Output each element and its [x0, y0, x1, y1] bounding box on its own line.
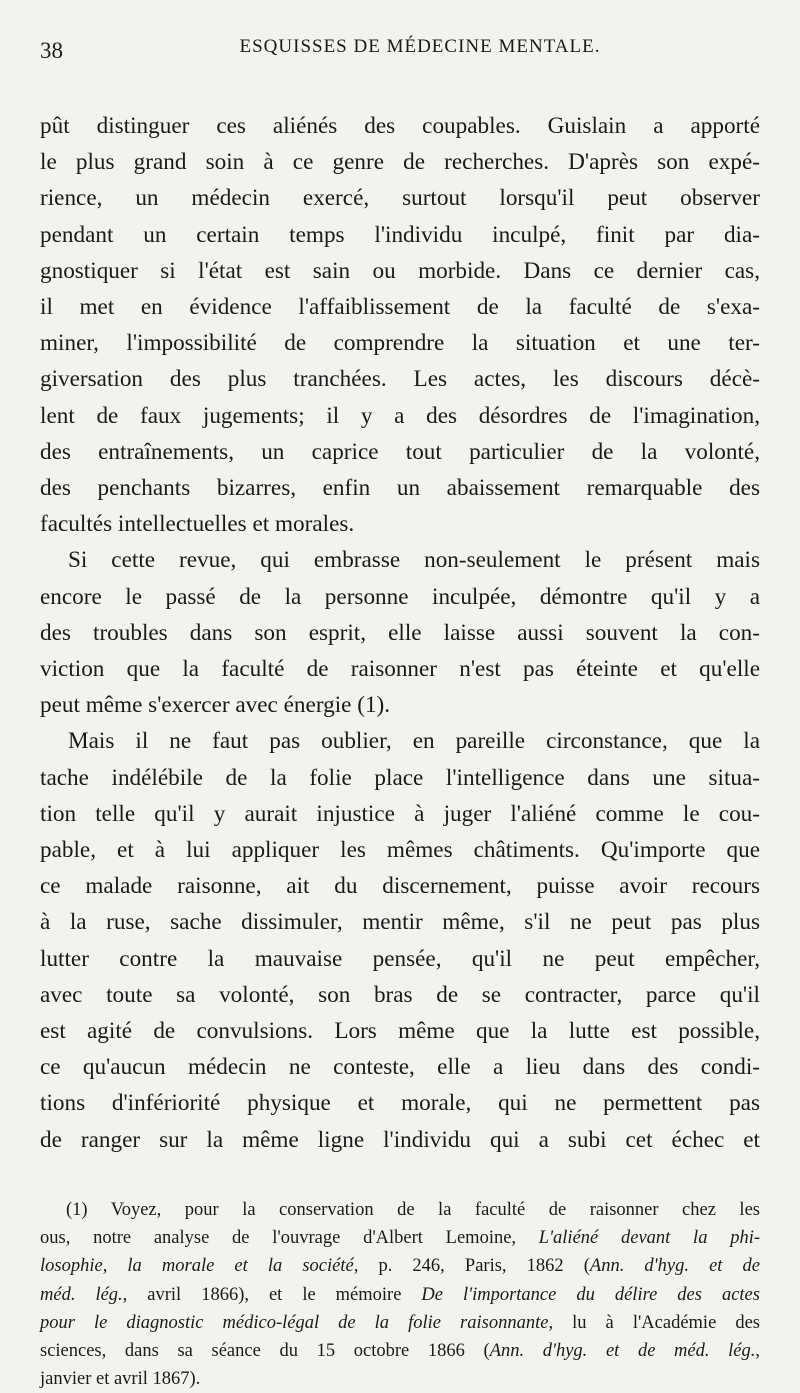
- text-line: à la ruse, sache dissimuler, mentir même, s'il ne peut pas plus: [40, 909, 760, 936]
- text-line: le plus grand soin à ce genre de recherches. D'après son expé-: [40, 149, 760, 176]
- text-line: encore le passé de la personne inculpée, démontre qu'il y a: [40, 583, 760, 610]
- paragraph-1: [40, 108, 760, 542]
- footnote: [40, 1196, 760, 1393]
- text-line: des penchants bizarres, enfin un abaissement remarquable des: [40, 475, 760, 502]
- footnote-line: méd. lég., avril 1866), et le mémoire De l'importance du délire des actes: [40, 1284, 760, 1305]
- paragraph-2: [40, 542, 760, 723]
- text-line: est agité de convulsions. Lors même que la lutte est possible,: [40, 1018, 760, 1045]
- text-line: lutter contre la mauvaise pensée, qu'il ne peut empêcher,: [40, 945, 760, 972]
- text-line: Si cette revue, qui embrasse non-seulement le présent mais: [68, 547, 760, 574]
- text-line: miner, l'impossibilité de comprendre la situation et une ter-: [40, 330, 760, 357]
- text-line: viction que la faculté de raisonner n'est pas éteinte et qu'elle: [40, 656, 760, 683]
- text-line: facultés intellectuelles et morales.: [40, 511, 355, 538]
- text-line: avec toute sa volonté, son bras de se contracter, parce qu'il: [40, 981, 760, 1008]
- text-line: ce malade raisonne, ait du discernement, puisse avoir recours: [40, 873, 760, 900]
- text-line: pendant un certain temps l'individu inculpé, finit par dia-: [40, 221, 760, 248]
- footnote-line: losophie, la morale et la société, p. 246, Paris, 1862 (Ann. d'hyg. et de: [40, 1256, 760, 1277]
- text-line: des troubles dans son esprit, elle laisse aussi souvent la con-: [40, 619, 760, 646]
- footnote-line: (1) Voyez, pour la conservation de la faculté de raisonner chez les: [66, 1199, 760, 1220]
- text-line: il met en évidence l'affaiblissement de la faculté de s'exa-: [40, 294, 760, 321]
- text-line: pable, et à lui appliquer les mêmes châtiments. Qu'importe que: [40, 837, 760, 864]
- running-head: ESQUISSES DE MÉDECINE MENTALE.: [239, 36, 601, 57]
- page-header: [40, 32, 760, 68]
- footnote-line: pour le diagnostic médico-légal de la folie raisonnante, lu à l'Académie des: [40, 1312, 760, 1333]
- paragraph-3: [40, 723, 760, 1157]
- text-line: tache indélébile de la folie place l'intelligence dans une situa-: [40, 764, 760, 791]
- text-line: de ranger sur la même ligne l'individu qui a subi cet échec et: [40, 1126, 760, 1153]
- text-line: giversation des plus tranchées. Les actes, les discours décè-: [40, 366, 760, 393]
- text-line: tion telle qu'il y aurait injustice à juger l'aliéné comme le cou-: [40, 800, 760, 827]
- footnote-line: janvier et avril 1867).: [40, 1369, 201, 1390]
- text-line: lent de faux jugements; il y a des désordres de l'imagination,: [40, 402, 760, 429]
- footnote-line: sciences, dans sa séance du 15 octobre 1866 (Ann. d'hyg. et de méd. lég.,: [40, 1340, 760, 1361]
- page-number: 38: [40, 38, 63, 63]
- text-line: peut même s'exercer avec énergie (1).: [40, 692, 391, 719]
- text-line: gnostiquer si l'état est sain ou morbide. Dans ce dernier cas,: [40, 257, 760, 284]
- text-line: rience, un médecin exercé, surtout lorsqu'il peut observer: [40, 185, 760, 212]
- footnote-line: ous, notre analyse de l'ouvrage d'Albert Lemoine, L'aliéné devant la phi-: [40, 1228, 760, 1249]
- text-line: ce qu'aucun médecin ne conteste, elle a lieu dans des condi-: [40, 1054, 760, 1081]
- text-line: Mais il ne faut pas oublier, en pareille circonstance, que la: [68, 728, 760, 755]
- text-line: pût distinguer ces aliénés des coupables. Guislain a apporté: [40, 113, 760, 139]
- text-line: des entraînements, un caprice tout particulier de la volonté,: [40, 438, 760, 465]
- body-text: [40, 108, 760, 1158]
- text-line: tions d'infériorité physique et morale, qui ne permettent pas: [40, 1090, 760, 1117]
